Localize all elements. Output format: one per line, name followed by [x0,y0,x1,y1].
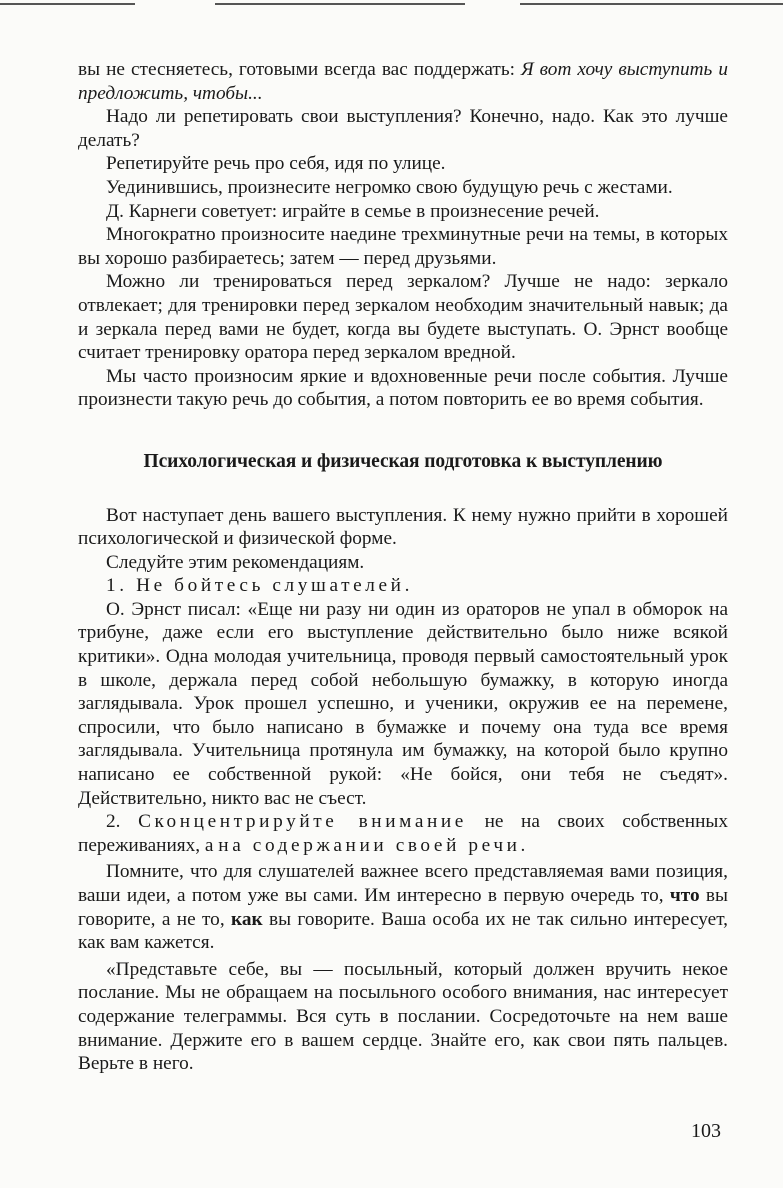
spaced-phrase: на содержании своей речи [218,834,521,856]
paragraph-text: Помните, что для слушателей важнее всего представляемая вами позиция, ваши идеи, а потом уже вы сами. Им интересно в первую очередь то, [78,861,728,906]
list-item-2 [78,810,728,857]
spaced-phrase: Сконцентрируйте внимание [138,811,467,833]
item-number: 2. [106,811,139,833]
paragraph [78,860,728,954]
top-rule-center [215,3,465,5]
list-item-1: 1. Не бойтесь слушателей. [106,575,414,597]
section-heading: Психологическая и физическая подготовка к выступлению [143,450,663,472]
paragraph-quote: «Представьте себе, вы — посыльный, который должен вручить некое послание. Мы не обращаем на посыльного особого внимания, нас интересует содержание телеграммы. Вся суть в послании. Сосредоточьте на нем ваше внимание. Держите его в вашем сердце. Знайте его, как свои пять пальцев. Верьте в него. [78,958,728,1075]
bold-word: что [669,885,700,906]
paragraph-text: вы говорите, а не то, [78,885,728,930]
paragraph-continuation [78,58,728,105]
paragraph: Надо ли репетировать свои выступления? Конечно, надо. Как это лучше делать? [78,106,728,151]
paragraph: Многократно произносите наедине трехминутные речи на темы, в которых вы хорошо разбираетесь; затем — перед друзьями. [78,224,728,269]
paragraph: Можно ли тренироваться перед зеркалом? Лучше не надо: зеркало отвлекает; для тренировки перед зеркалом необходим значительный навык; да и зеркала перед вами не будет, когда вы будете выступать. О. Эрнст вообще считает тренировку оратора перед зеркалом вредной. [78,271,728,364]
page-number: 103 [691,1120,721,1142]
paragraph: О. Эрнст писал: «Еще ни разу ни один из ораторов не упал в обморок на трибуне, даже если его выступление действительно было ниже всякой критики». Одна молодая учительница, проводя первый самостоятельный урок в школе, держала перед собой небольшую бумажку, в которую иногда заглядывала. Урок прошел успешно, и ученики, окружив ее на перемене, спросили, что было написано в бумажке и почему она туда все время заглядывала. Учительница протянула им бумажку, на которой было крупно написано ее собственной рукой: «Не бойся, они тебя не съедят». Действительно, никто вас не съест. [78,598,728,809]
paragraph: Мы часто произносим яркие и вдохновенные речи после события. Лучше произнести такую речь до события, а потом повторить ее во время события. [78,365,728,411]
paragraph: Репетируйте речь про себя, идя по улице. [106,153,446,175]
paragraph-text: . [520,834,526,856]
italic-phrase: Я вот хочу выступить и предложить, чтобы... [78,59,728,104]
bold-word: как [231,908,263,930]
page-body [78,58,728,1076]
paragraph: Д. Карнеги советует: играйте в семье в произнесение речей. [106,200,600,222]
paragraph-text: не на своих собственных переживаниях, а [78,811,729,856]
paragraph-text: вы не стесняетесь, готовыми всегда вас поддержать: [78,59,521,80]
paragraph: Уединившись, произнесите негромко свою будущую речь с жестами. [106,176,673,198]
paragraph: Вот наступает день вашего выступления. К нему нужно прийти в хорошей психологической и физической форме. [78,504,728,550]
paragraph-text: вы говорите. Ваша особа их не так сильно интересует, как вам кажется. [78,908,728,954]
top-rule-right [520,3,783,5]
top-rule-left [0,3,135,5]
paragraph: Следуйте этим рекомендациям. [106,551,365,573]
